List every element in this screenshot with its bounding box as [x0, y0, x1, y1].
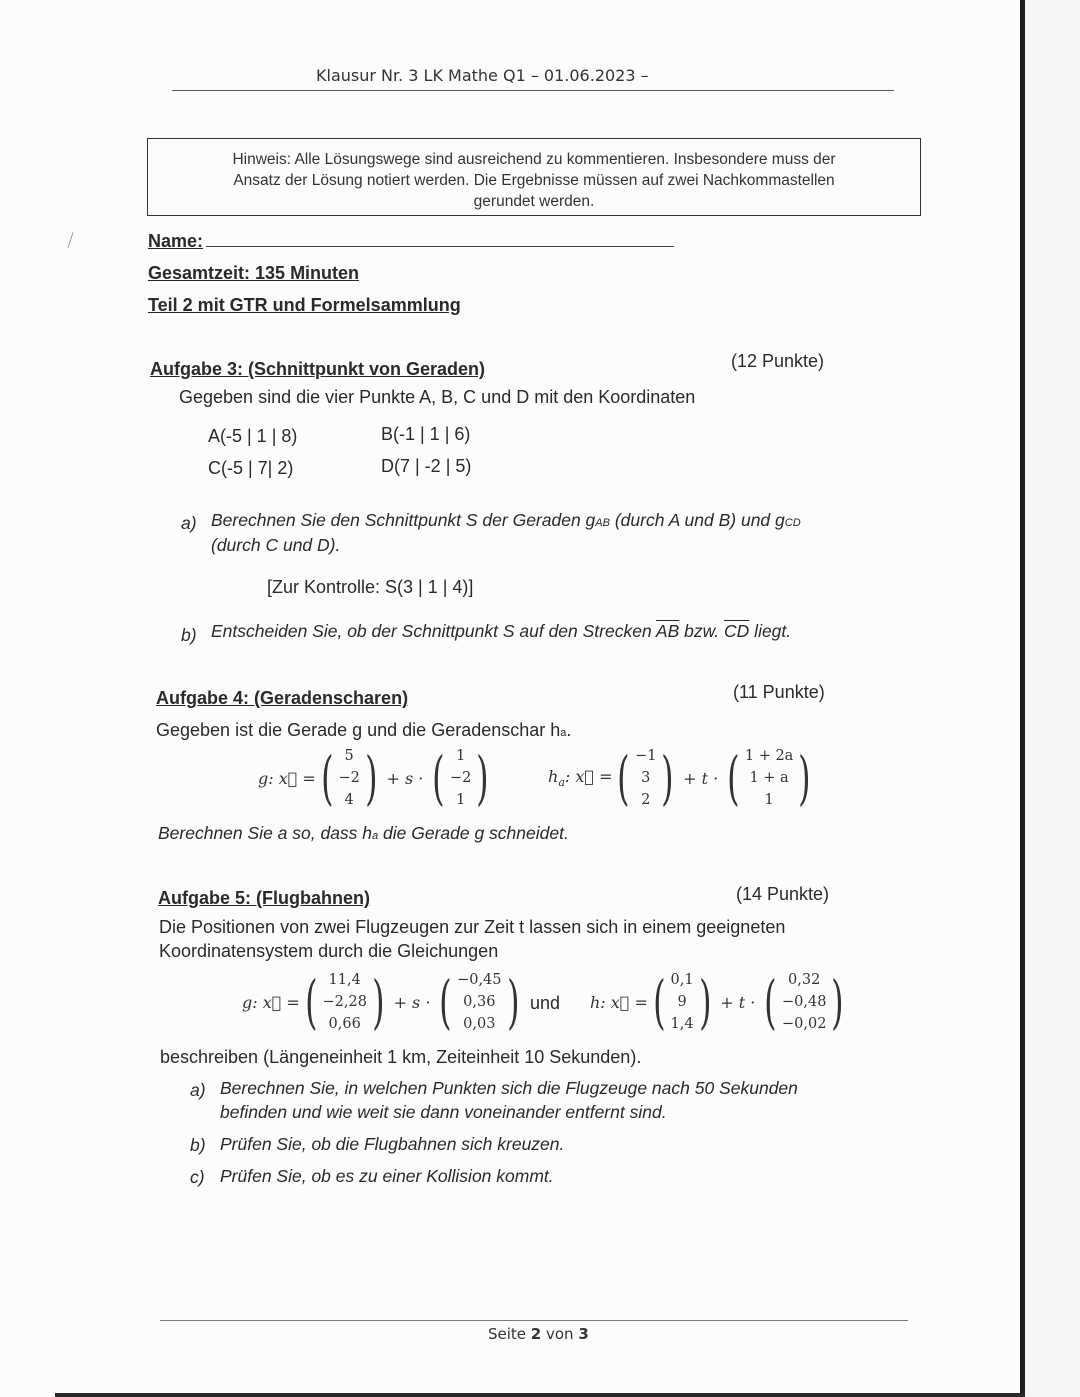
point-b: B(-1 | 1 | 6)	[381, 424, 471, 444]
flight-h-param: + t ·	[720, 992, 756, 1012]
task4-question-sub: a	[372, 830, 379, 842]
task3-points: (12 Punkte)	[731, 351, 825, 371]
task3-b-text2: bzw.	[679, 621, 725, 641]
task5-intro-2: Koordinatensystem durch die Gleichungen	[159, 941, 499, 961]
task5-title: Aufgabe 5: (Flugbahnen)	[158, 888, 370, 908]
task3-intro: Gegeben sind die vier Punkte A, B, C und D mit den Koordinaten	[179, 387, 696, 407]
segment-cd: $\overline{CD}$	[724, 621, 750, 641]
task3-a-label: a)	[181, 513, 197, 533]
task3-a-sub2: CD	[784, 517, 801, 529]
page-header: Klausur Nr. 3 LK Mathe Q1 – 01.06.2023 –	[316, 66, 649, 85]
task4-line-g	[258, 745, 494, 811]
g-param: + s ·	[386, 768, 424, 788]
task5-outro: beschreiben (Längeneinheit 1 km, Zeiteinheit 10 Sekunden).	[160, 1047, 642, 1067]
h-label: $h_a$: x⃗ =	[548, 766, 613, 790]
h-direction-vector: ( 1 + 2a 1 + a 1 )	[727, 744, 811, 812]
task3-a-text1: Berechnen Sie den Schnittpunkt S der Geraden g	[211, 510, 596, 530]
task4-question	[158, 823, 569, 844]
task3-control: [Zur Kontrolle: S(3 | 1 | 4)]	[267, 577, 474, 597]
task5-line-h	[590, 969, 849, 1035]
task3-a-line2: (durch C und D).	[211, 535, 341, 555]
header-rule	[172, 90, 894, 91]
task5-c-text: Prüfen Sie, ob es zu einer Kollision kommt.	[220, 1166, 554, 1186]
point-a: A(-5 | 1 | 8)	[208, 426, 298, 446]
task4-intro-text: Gegeben ist die Gerade g und die Geradenschar h	[156, 720, 561, 740]
task4-title: Aufgabe 4: (Geradenscharen)	[156, 688, 409, 708]
g-direction-vector: ( 1 −2 1 )	[432, 744, 489, 812]
task5-line-g	[242, 969, 524, 1035]
flight-g-param: + s ·	[393, 992, 431, 1012]
task5-points: (14 Punkte)	[736, 884, 830, 904]
footer-rule	[160, 1320, 908, 1321]
point-d: D(7 | -2 | 5)	[381, 456, 472, 476]
hint-box	[147, 138, 921, 216]
task3-b-label: b)	[181, 625, 197, 645]
flight-h-support: ( 0,1 9 1,4 )	[653, 968, 712, 1036]
task5-intro-1: Die Positionen von zwei Flugzeugen zur Zeit t lassen sich in einem geeigneten	[159, 917, 786, 937]
h-support-vector: ( −1 3 2 )	[617, 744, 675, 812]
flight-g-direction: ( −0,45 0,36 0,03 )	[439, 968, 520, 1036]
task4-line-h	[548, 745, 816, 811]
task3-title: Aufgabe 3: (Schnittpunkt von Geraden)	[150, 359, 486, 379]
total-time: Gesamtzeit: 135 Minuten	[148, 263, 360, 283]
task5-a-line1: Berechnen Sie, in welchen Punkten sich die Flugzeuge nach 50 Sekunden	[220, 1078, 798, 1098]
part-title: Teil 2 mit GTR und Formelsammlung	[148, 295, 461, 315]
task5-a-line2: befinden und wie weit sie dann voneinander entfernt sind.	[220, 1102, 667, 1122]
task4-question-text1: Berechnen Sie a so, dass h	[158, 823, 373, 843]
task3-b-text3: liegt.	[749, 621, 792, 641]
page-edge-right	[1020, 0, 1025, 1397]
hint-line-2: Ansatz der Lösung notiert werden. Die Ergebnisse müssen auf zwei Nachkommastellen	[233, 172, 835, 189]
g-label: g: x⃗ =	[258, 768, 316, 788]
page-number: Seite 2 von 3	[488, 1325, 589, 1343]
point-c: C(-5 | 7| 2)	[208, 458, 294, 478]
h-param: + t ·	[683, 768, 719, 788]
task4-intro-sub: a	[560, 727, 567, 739]
task3-b-text1: Entscheiden Sie, ob der Schnittpunkt S auf den Strecken	[211, 621, 656, 641]
task4-intro	[156, 720, 571, 741]
task5-b-label: b)	[190, 1135, 206, 1155]
segment-ab: $\overline{AB}$	[655, 621, 680, 641]
task3-a-text2: (durch A und B) und g	[609, 510, 785, 530]
flight-h-direction: ( 0,32 −0,48 −0,02 )	[764, 968, 844, 1036]
flight-h-label: h: x⃗ =	[590, 992, 648, 1012]
task3-b-text	[211, 621, 791, 642]
task4-intro-end: .	[566, 720, 572, 740]
task3-a-line1	[211, 510, 801, 531]
task5-b-text: Prüfen Sie, ob die Flugbahnen sich kreuzen.	[220, 1134, 565, 1154]
task4-points: (11 Punkte)	[733, 682, 825, 702]
und-word: und	[530, 993, 561, 1013]
g-support-vector: ( 5 −2 4 )	[320, 744, 378, 812]
task3-a-sub1: AB	[595, 517, 610, 529]
page-edge-bottom	[55, 1393, 1025, 1397]
pencil-mark	[68, 232, 74, 248]
hint-line-1: Hinweis: Alle Lösungswege sind ausreichend zu kommentieren. Insbesondere muss der	[232, 151, 836, 168]
task5-a-label: a)	[190, 1080, 206, 1100]
flight-g-label: g: x⃗ =	[242, 992, 300, 1012]
background-right	[1025, 0, 1080, 1397]
task4-question-text2: die Gerade g schneidet.	[378, 823, 569, 843]
hint-line-3: gerundet werden.	[473, 193, 595, 210]
task5-c-label: c)	[190, 1167, 205, 1187]
name-field-line	[206, 246, 674, 247]
name-label: Name:	[148, 231, 204, 251]
flight-g-support: ( 11,4 −2,28 0,66 )	[304, 968, 385, 1036]
